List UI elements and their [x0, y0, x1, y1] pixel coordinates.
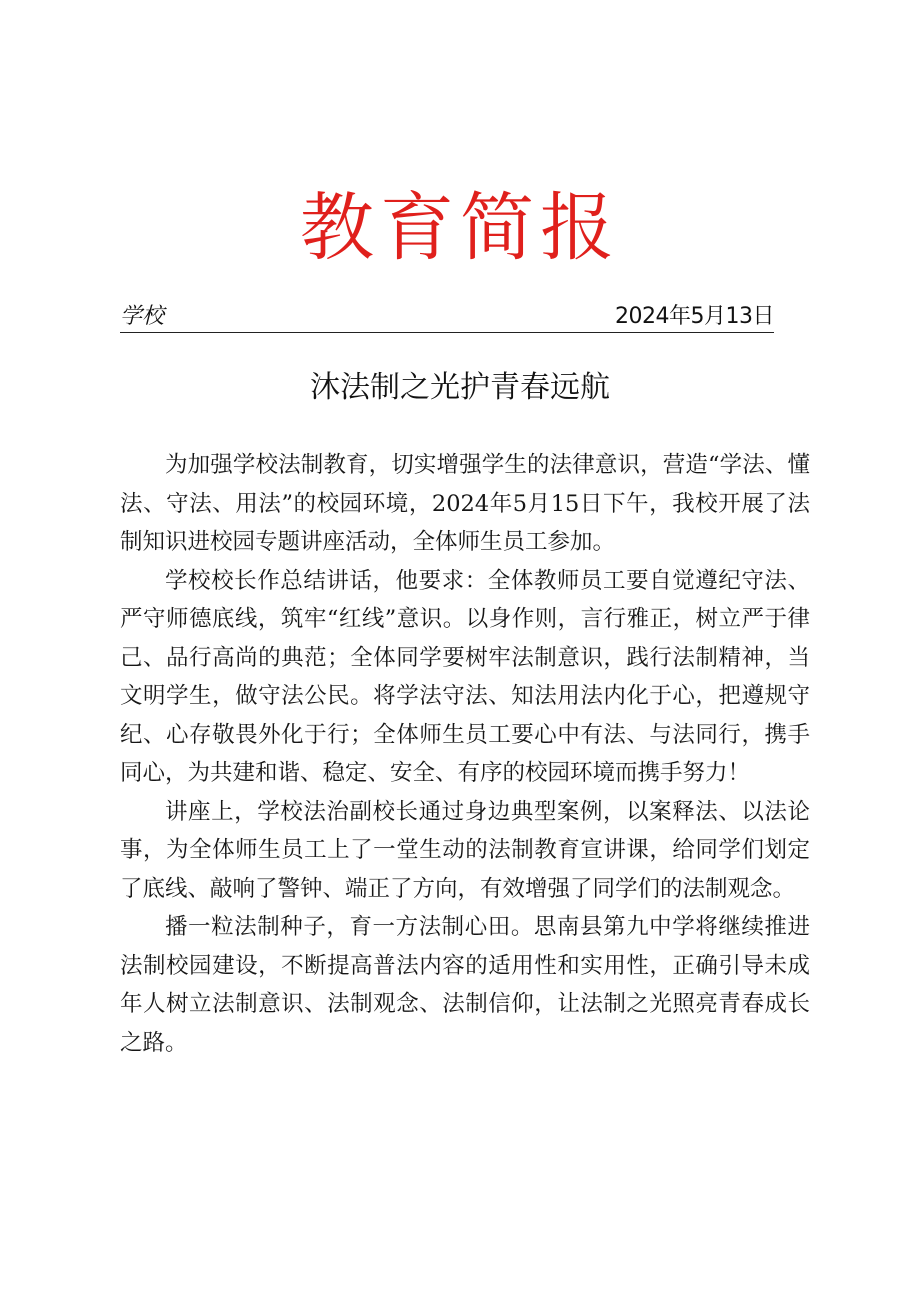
paragraph-4: 播一粒法制种子，育一方法制心田。思南县第九中学将继续推进法制校园建设，不断提高普法内容的适用性和实用性，正确引导未成年人树立法制意识、法制观念、法制信仰，让法制之光照亮青春成长之路。: [120, 914, 810, 1056]
paragraph-3: 讲座上，学校法治副校长通过身边典型案例，以案释法、以法论事，为全体师生员工上了一堂生动的法制教育宣讲课，给同学们划定了底线、敲响了警钟、端正了方向，有效增强了同学们的法制观念。: [120, 798, 810, 902]
article-title: 沐法制之光护青春远航: [310, 370, 610, 405]
info-line: [120, 302, 774, 333]
issue-date: 2024年5月13日: [615, 304, 774, 329]
article-body: [120, 446, 810, 1062]
masthead-title: 教育简报: [300, 185, 620, 271]
school-label: 学校: [120, 304, 165, 329]
paragraph-2: 学校校长作总结讲话，他要求：全体教师员工要自觉遵纪守法、严守师德底线，筑牢“红线”意识。以身作则，言行雅正，树立严于律己、品行高尚的典范；全体同学要树牢法制意识，践行法制精神，当文明学生，做守法公民。将学法守法、知法用法内化于心，把遵规守纪、心存敬畏外化于行；全体师生员工要心中有法、与法同行，携手同心，为共建和谐、稳定、安全、有序的校园环境而携手努力！: [120, 567, 810, 786]
paragraph-1: 为加强学校法制教育，切实增强学生的法律意识，营造“学法、懂法、守法、用法”的校园环境，2024年5月15日下午，我校开展了法制知识进校园专题讲座活动，全体师生员工参加。: [120, 452, 810, 555]
